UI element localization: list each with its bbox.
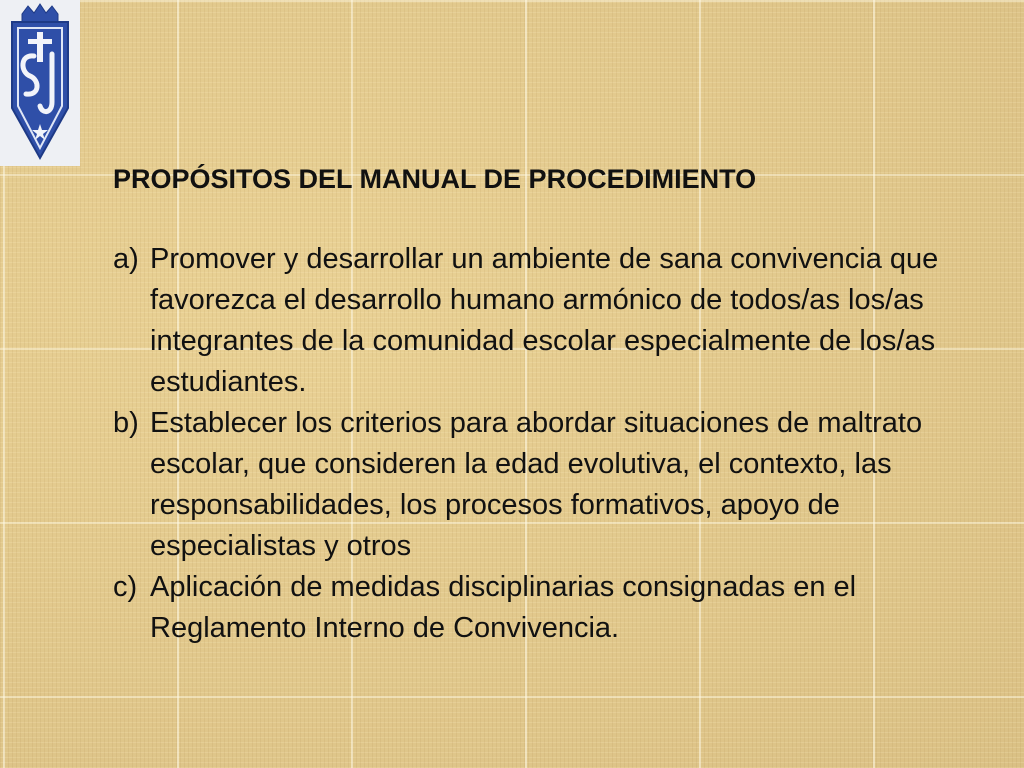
list-marker: b): [113, 407, 139, 439]
list-item-c: [113, 567, 993, 649]
list-item-text: Promover y desarrollar un ambiente de sana convivencia que favorezca el desarrollo humano armónico de todos/as los/as integrantes de la comunidad escolar especialmente de los/as estudiantes.: [150, 243, 939, 398]
school-crest-icon: [0, 0, 80, 166]
slide-title: PROPÓSITOS DEL MANUAL DE PROCEDIMIENTO: [113, 164, 757, 194]
list-marker: c): [113, 571, 138, 603]
logo-panel: [0, 0, 80, 166]
list-marker: a): [113, 243, 139, 275]
list-item-text: Aplicación de medidas disciplinarias consignadas en el Reglamento Interno de Convivencia.: [150, 571, 857, 644]
list-item-b: [113, 403, 993, 567]
slide-content: [113, 160, 993, 649]
list-item-text: Establecer los criterios para abordar situaciones de maltrato escolar, que consideren la edad evolutiva, el contexto, las responsabilidades, los procesos formativos, apoyo de especialistas y otros: [150, 407, 923, 562]
list-item-a: [113, 239, 993, 403]
